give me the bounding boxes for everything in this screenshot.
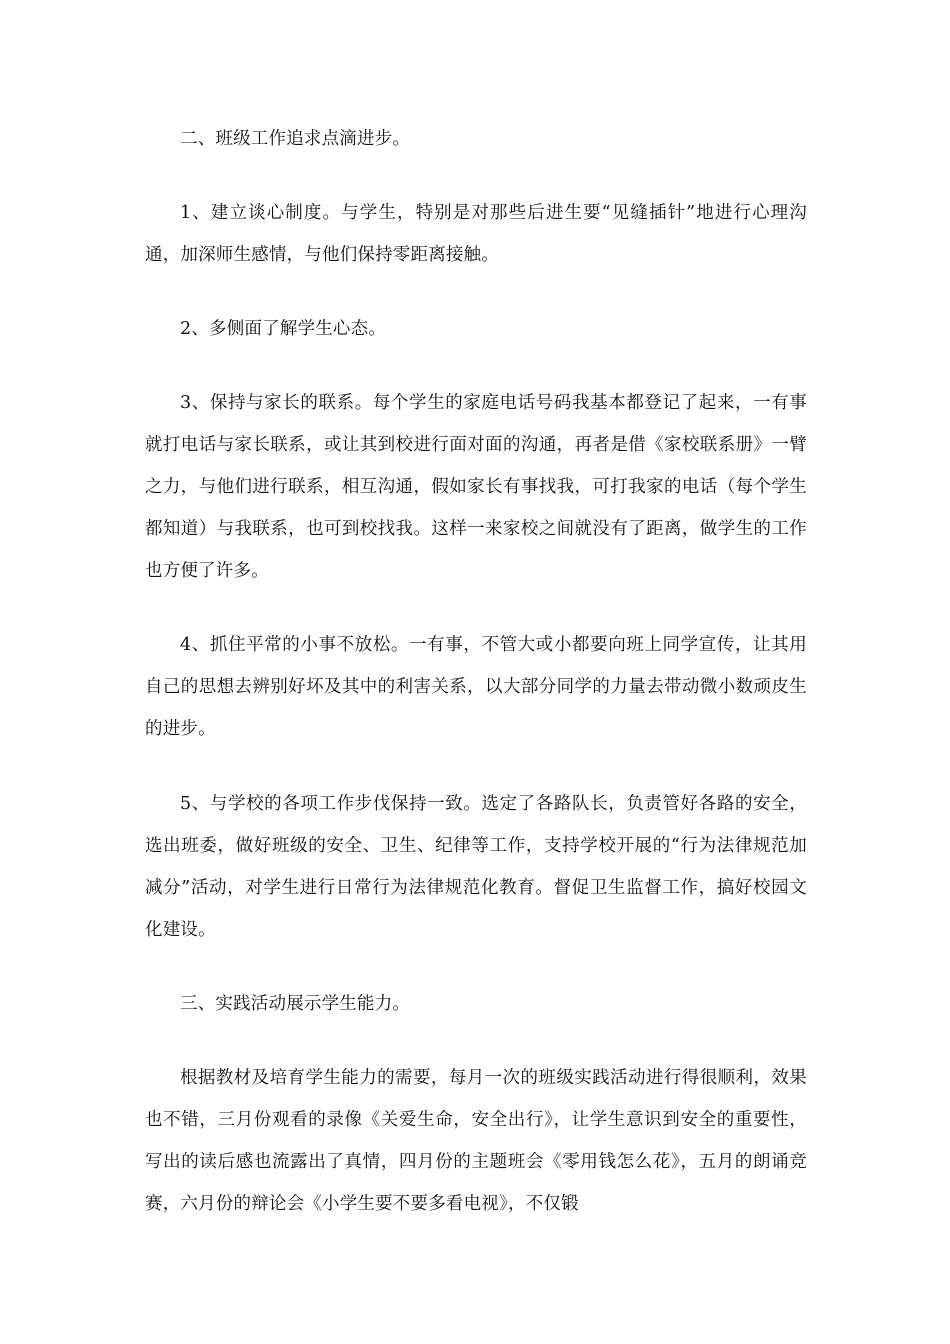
paragraph-item-1: 1、建立谈心制度。与学生，特别是对那些后进生要“见缝插针”地进行心理沟通，加深师生感情，与他们保持零距离接触。 — [145, 203, 807, 265]
paragraph-item-2: 2、多侧面了解学生心态。 — [180, 319, 387, 339]
section-heading-2: 二、班级工作追求点滴进步。 — [180, 129, 411, 149]
paragraph-item-3: 3、保持与家长的联系。每个学生的家庭电话号码我基本都登记了起来，一有事就打电话与家长联系，或让其到校进行面对面的沟通，再者是借《家校联系册》一臂之力，与他们进行联系，相互沟通，假如家长有事找我，可打我家的电话（每个学生都知道）与我联系，也可到校找我。这样一来家校之间就没有了距离，做学生的工作也方便了许多。 — [145, 393, 807, 581]
section-heading-3: 三、实践活动展示学生能力。 — [180, 994, 411, 1014]
paragraph-item-5: 5、与学校的各项工作步伐保持一致。选定了各路队长，负责管好各路的安全，选出班委，做好班级的安全、卫生、纪律等工作，支持学校开展的“行为法律规范加减分”活动，对学生进行日常行为法律规范化教育。督促卫生监督工作，搞好校园文化建设。 — [145, 794, 807, 940]
paragraph-body-1: 根据教材及培育学生能力的需要，每月一次的班级实践活动进行得很顺利，效果也不错，三月份观看的录像《关爱生命，安全出行》，让学生意识到安全的重要性，写出的读后感也流露出了真情，四月份的主题班会《零用钱怎么花》，五月的朗诵竞赛，六月份的辩论会《小学生要不要多看电视》，不仅锻 — [145, 1068, 807, 1214]
paragraph-item-4: 4、抓住平常的小事不放松。一有事，不管大或小都要向班上同学宣传，让其用自己的思想去辨别好坏及其中的利害关系，以大部分同学的力量去带动微小数顽皮生的进步。 — [145, 635, 807, 739]
